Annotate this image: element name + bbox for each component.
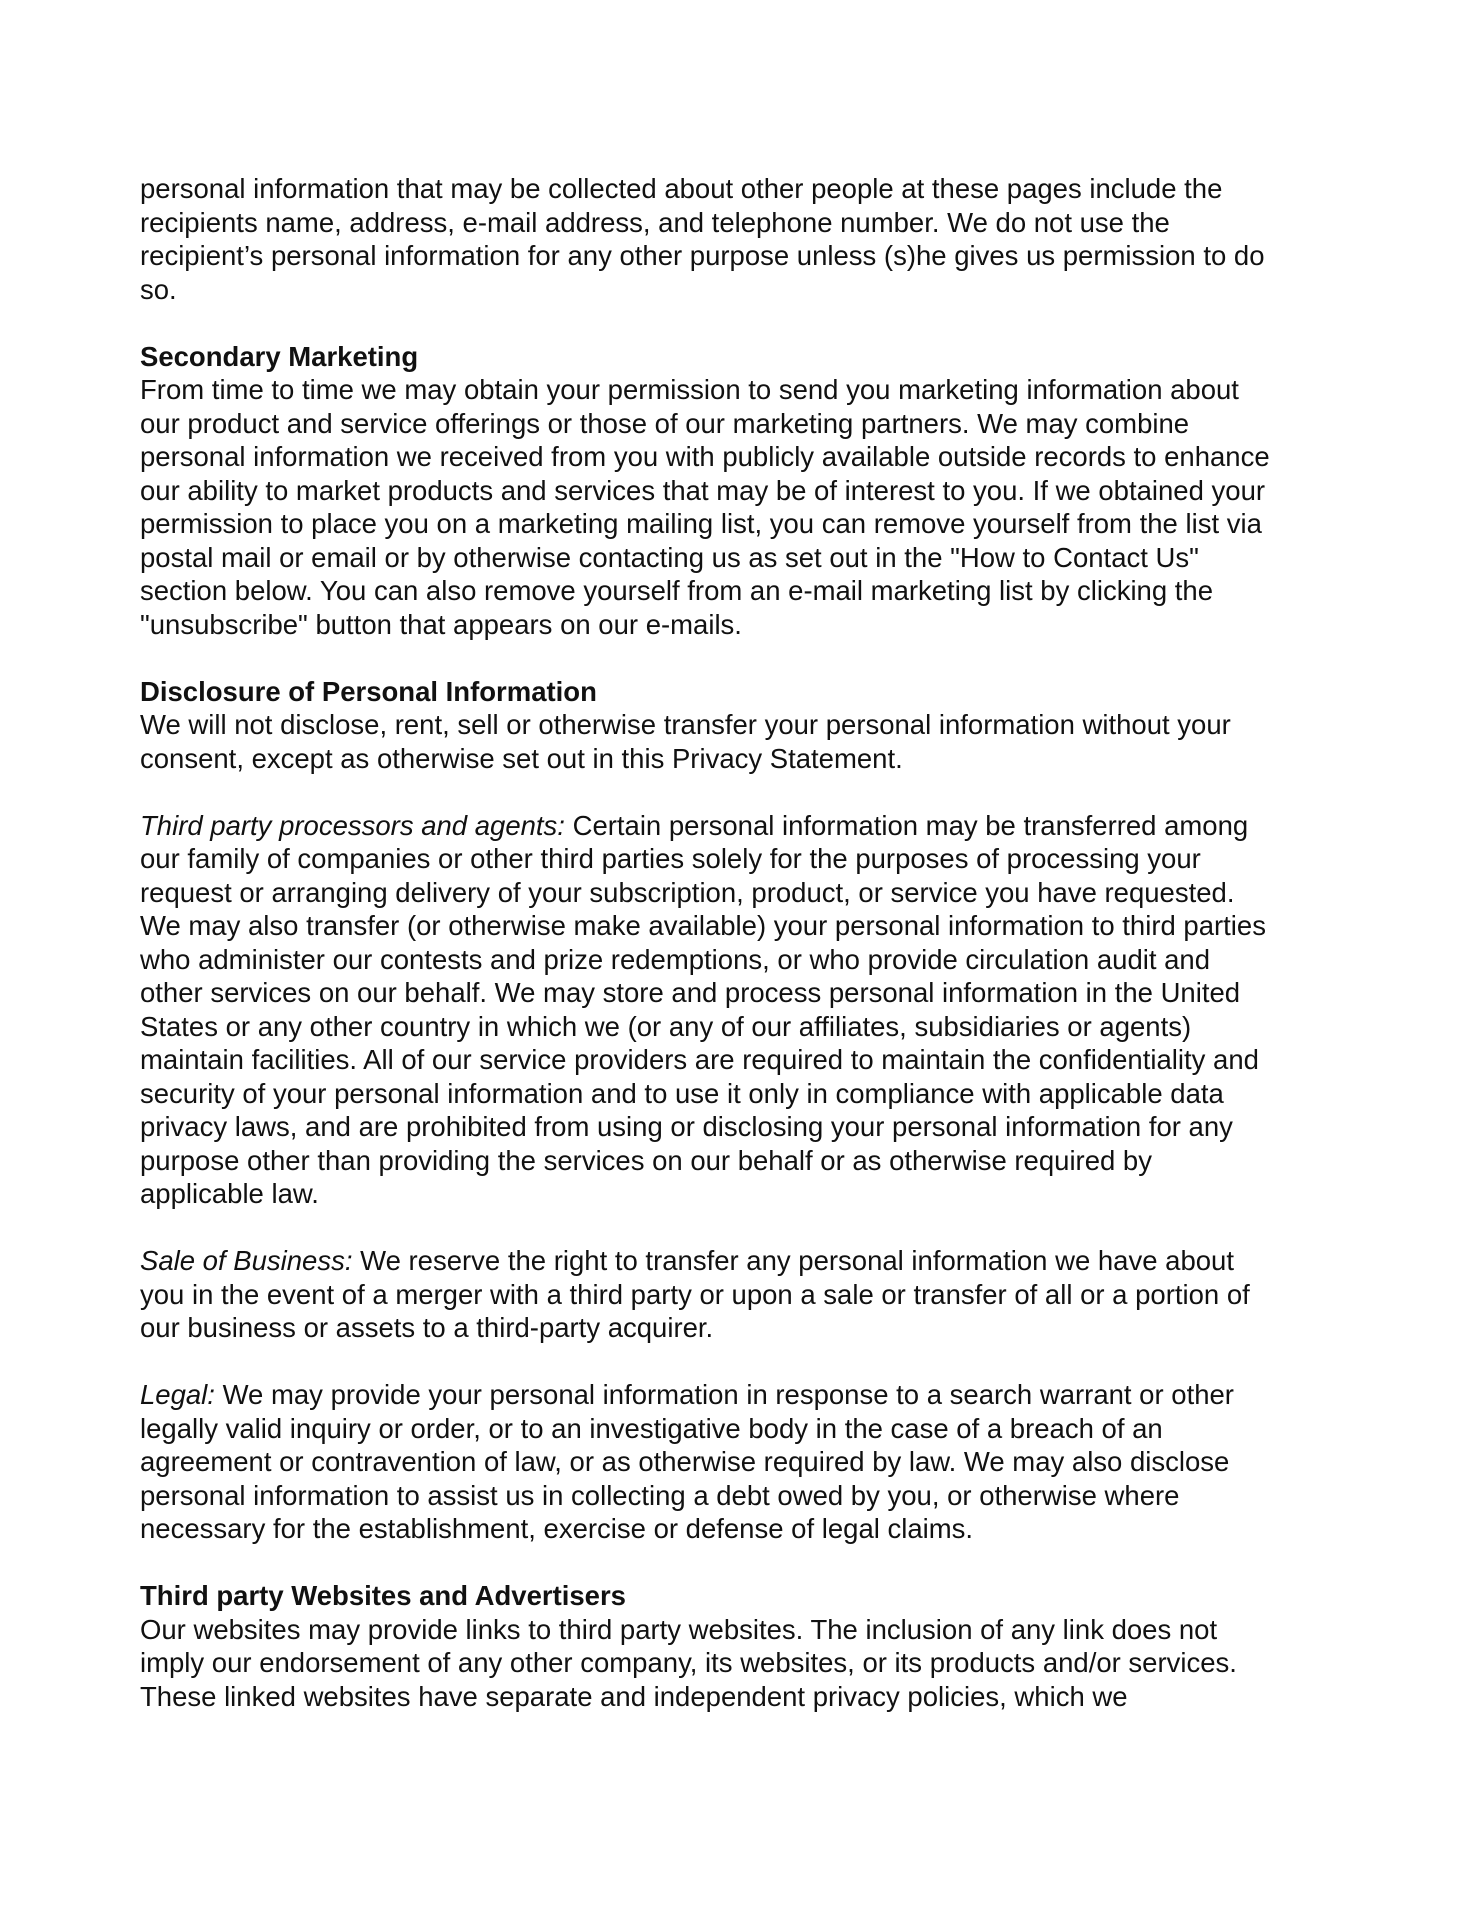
- paragraph-line: purpose other than providing the services on our behalf or as otherwise required by: [140, 1144, 1152, 1176]
- paragraph-line: postal mail or email or by otherwise contacting us as set out in the "How to Contact Us": [140, 541, 1199, 573]
- paragraph-line: We may also transfer (or otherwise make available) your personal information to third parties: [140, 910, 1266, 941]
- paragraph-lead: Sale of Business:: [140, 1245, 353, 1276]
- paragraph-line: applicable law.: [140, 1178, 319, 1209]
- paragraph-line: recipients name, address, e-mail address, and telephone number. We do not use the: [140, 206, 1170, 238]
- paragraph-line: personal information to assist us in collecting a debt owed by you, or otherwise where: [140, 1479, 1180, 1511]
- paragraph-line: section below. You can also remove yourself from an e-mail marketing list by clicking the: [140, 575, 1214, 606]
- paragraph-line: necessary for the establishment, exercise or defense of legal claims.: [140, 1513, 974, 1544]
- paragraph-line: We will not disclose, rent, sell or otherwise transfer your personal information without your: [140, 709, 1231, 740]
- paragraph-line: consent, except as otherwise set out in this Privacy Statement.: [140, 742, 903, 774]
- paragraph-spacer: [140, 775, 1340, 809]
- paragraph-line: you in the event of a merger with a third party or upon a sale or transfer of all or a portion of: [140, 1278, 1250, 1310]
- paragraph-line: our product and service offerings or those of our marketing partners. We may combine: [140, 407, 1190, 439]
- paragraph-line: personal information that may be collected about other people at these pages include the: [140, 173, 1223, 204]
- paragraph-line: [140, 1244, 1340, 1278]
- paragraph-line: our family of companies or other third parties solely for the purposes of processing your: [140, 843, 1201, 874]
- paragraph-line: permission to place you on a marketing mailing list, you can remove yourself from the list via: [140, 508, 1262, 539]
- paragraph-line: personal information we received from you with publicly available outside records to enhance: [140, 441, 1270, 472]
- paragraph-line: recipient’s personal information for any other purpose unless (s)he gives us permission to do: [140, 240, 1265, 271]
- paragraph-text: Certain personal information may be transferred among: [564, 809, 1249, 841]
- paragraph-spacer: [140, 306, 1340, 340]
- third-party-processors-paragraph: [140, 809, 1340, 1211]
- paragraph-line: Our websites may provide links to third party websites. The inclusion of any link does not: [140, 1613, 1218, 1645]
- paragraph-spacer: [140, 1546, 1340, 1580]
- paragraph-line: who administer our contests and prize redemptions, or who provide circulation audit and: [140, 943, 1211, 975]
- third-party-websites-section: [140, 1579, 1340, 1713]
- section-heading: Secondary Marketing: [140, 340, 419, 372]
- paragraph-lead: Third party processors and agents:: [140, 809, 565, 841]
- paragraph-line: other services on our behalf. We may store and process personal information in the United: [140, 977, 1241, 1008]
- paragraph-line: imply our endorsement of any other company, its websites, or its products and/or services.: [140, 1647, 1237, 1678]
- paragraph-line: legally valid inquiry or order, or to an investigative body in the case of a breach of an: [140, 1412, 1163, 1444]
- paragraph-line: States or any other country in which we (or any of our affiliates, subsidiaries or agents): [140, 1010, 1192, 1042]
- secondary-marketing-section: [140, 340, 1340, 642]
- section-heading: Third party Websites and Advertisers: [140, 1580, 626, 1611]
- paragraph-text: We may provide your personal information in response to a search warrant or other: [214, 1379, 1234, 1410]
- paragraph-line: our business or assets to a third-party acquirer.: [140, 1312, 714, 1343]
- paragraph-line: so.: [140, 273, 177, 305]
- paragraph-line: "unsubscribe" button that appears on our e-mails.: [140, 608, 742, 640]
- paragraph-lead: Legal:: [140, 1379, 215, 1410]
- paragraph-line: security of your personal information and to use it only in compliance with applicable data: [140, 1077, 1224, 1109]
- paragraph-line: These linked websites have separate and independent privacy policies, which we: [140, 1680, 1128, 1712]
- document-page: [140, 172, 1340, 1713]
- paragraph-line: our ability to market products and services that may be of interest to you. If we obtained your: [140, 474, 1266, 506]
- paragraph-line: From time to time we may obtain your permission to send you marketing information about: [140, 374, 1239, 405]
- paragraph-line: agreement or contravention of law, or as otherwise required by law. We may also disclose: [140, 1446, 1230, 1477]
- paragraph-line: [140, 1378, 1340, 1412]
- paragraph-text: We reserve the right to transfer any personal information we have about: [352, 1245, 1234, 1276]
- legal-paragraph: [140, 1378, 1340, 1546]
- paragraph-spacer: [140, 1345, 1340, 1379]
- paragraph-line: [140, 809, 1340, 843]
- paragraph-line: request or arranging delivery of your subscription, product, or service you have requested.: [140, 876, 1235, 908]
- intro-paragraph: [140, 172, 1340, 306]
- paragraph-spacer: [140, 641, 1340, 675]
- sale-of-business-paragraph: [140, 1244, 1340, 1345]
- paragraph-line: privacy laws, and are prohibited from using or disclosing your personal information for any: [140, 1111, 1233, 1142]
- disclosure-section: [140, 675, 1340, 776]
- paragraph-spacer: [140, 1211, 1340, 1245]
- paragraph-line: maintain facilities. All of our service providers are required to maintain the confidentiality and: [140, 1044, 1259, 1075]
- section-heading: Disclosure of Personal Information: [140, 675, 597, 707]
